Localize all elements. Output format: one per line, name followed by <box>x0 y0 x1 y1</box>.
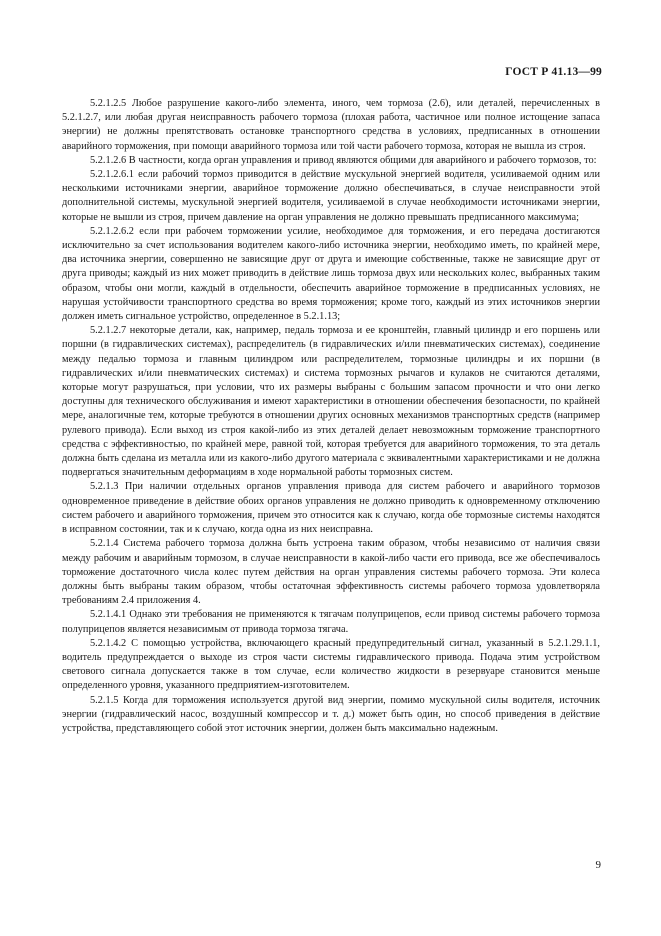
paragraph-5-2-1-4-2: 5.2.1.4.2 С помощью устройства, включающего красный предупредительный сигнал, указанный в 5.2.1.29.1.1, водитель предупреждается о выходе из строя части системы гидравлического привода. Подача этим устройством светового сигнала допускается также в том случае, если количество жидкости в резервуаре становится меньше определенного уровня, указанного предприятием-изготовителем. <box>62 637 600 692</box>
paragraph-5-2-1-4: 5.2.1.4 Система рабочего тормоза должна быть устроена таким образом, чтобы независимо от наличия связи между рабочим и аварийным тормозом, в случае неисправности в какой-либо части его привода, все же обеспечивалось торможение достаточного числа колес путем действия на орган управления системы рабочего тормоза. Эти колеса должны быть выбраны таким образом, чтобы остаточная эффективность системы рабочего тормоза удовлетворяла требованиям 2.4 приложения 4. <box>62 538 600 607</box>
document-body <box>62 97 600 736</box>
page-number: 9 <box>595 859 601 871</box>
paragraph-5-2-1-2-6-2: 5.2.1.2.6.2 если при рабочем торможении усилие, необходимое для торможения, и его передача достигаются исключительно за счет использования водителем какого-либо источника энергии, необходимо иметь, по крайней мере, два источника энергии, совершенно не зависящие друг от друга и имеющие собственные, также не зависящие друг от друга приводы; каждый из них может приводить в действие лишь тормоза двух или нескольких колес, выбранных таким образом, чтобы они могли, каждый в отдельности, обеспечить аварийное торможение в предписанных условиях, не нарушая устойчивости транспортного средства во время торможения; кроме того, каждый из этих источников энергии должен иметь сигнальное устройство, определенное в 5.2.1.13; <box>62 225 600 323</box>
paragraph-5-2-1-4-1: 5.2.1.4.1 Однако эти требования не применяются к тягачам полуприцепов, если привод системы рабочего тормоза полуприцепов является независимым от привода тормоза тягача. <box>62 609 600 635</box>
standard-header: ГОСТ Р 41.13—99 <box>505 66 602 78</box>
paragraph-5-2-1-2-5: 5.2.1.2.5 Любое разрушение какого-либо элемента, иного, чем тормоза (2.6), или деталей, перечисленных в 5.2.1.2.7, или любая другая неисправность рабочего тормоза (плохая работа, частичное или полное истощение запаса энергии) не должны препятствовать остановке транспортного средства в условиях, предписанных в отношении аварийного торможения, при помощи аварийного тормоза или той части рабочего тормоза, которая не вышла из строя. <box>62 98 600 152</box>
paragraph-5-2-1-2-6-1: 5.2.1.2.6.1 если рабочий тормоз приводится в действие мускульной энергией водителя, усиливаемой одним или несколькими источниками энергии, аварийное торможение должно обеспечиваться, в случае неисправности этой дополнительной системы, мускульной энергией водителя, усиливаемой в случае необходимости источниками энергии, которые не вышли из строя, причем давление на орган управления не должно превышать предписанного максимума; <box>62 169 600 223</box>
paragraph-5-2-1-3: 5.2.1.3 При наличии отдельных органов управления привода для систем рабочего и аварийного тормозов одновременное приведение в действие обоих органов управления не должно приводить к одновременному отключению систем рабочего и аварийного торможения, причем это относится как к случаю, когда обе тормозные системы находятся в исправном состоянии, так и к случаю, когда одна из них неисправна. <box>62 481 600 536</box>
paragraph-5-2-1-2-7: 5.2.1.2.7 некоторые детали, как, например, педаль тормоза и ее кронштейн, главный цилиндр и его поршень или поршни (в гидравлических системах), распределитель (в гидравлических и/или пневматических системах), соединение между педалью тормоза и главным цилиндром или распределителем, тормозные цилиндры и их поршни (в гидравлических и/или пневматических системах) и система тормозных рычагов и кулаков не считаются деталями, которые могут разрушаться, при условии, что их размеры выбраны с большим запасом прочности и что они легко доступны для технического обслуживания и имеют характеристики в отношении обеспечения безопасности, по крайней мере, аналогичные тем, которые требуются в отношении других основных механизмов транспортных средств (например рулевого привода). Если выход из строя какой-либо из этих деталей делает невозможным торможение транспортного средства с эффективностью, по крайней мере, равной той, которая требуется для аварийного торможения, то эта деталь должна быть сделана из металла или из какого-либо другого материала с эквивалентными характеристиками и не должна подвергаться значительным деформациям в ходе нормальной работы тормозных систем. <box>62 325 600 479</box>
paragraph-5-2-1-5: 5.2.1.5 Когда для торможения используется другой вид энергии, помимо мускульной силы водителя, источник энергии (гидравлический насос, воздушный компрессор и т. д.) может быть один, но способ приведения в действие устройства, представляющего собой этот источник энергии, должен быть максимально надежным. <box>62 694 600 734</box>
paragraph-5-2-1-2-6: 5.2.1.2.6 В частности, когда орган управления и привод являются общими для аварийного и рабочего тормозов, то: <box>90 154 597 166</box>
